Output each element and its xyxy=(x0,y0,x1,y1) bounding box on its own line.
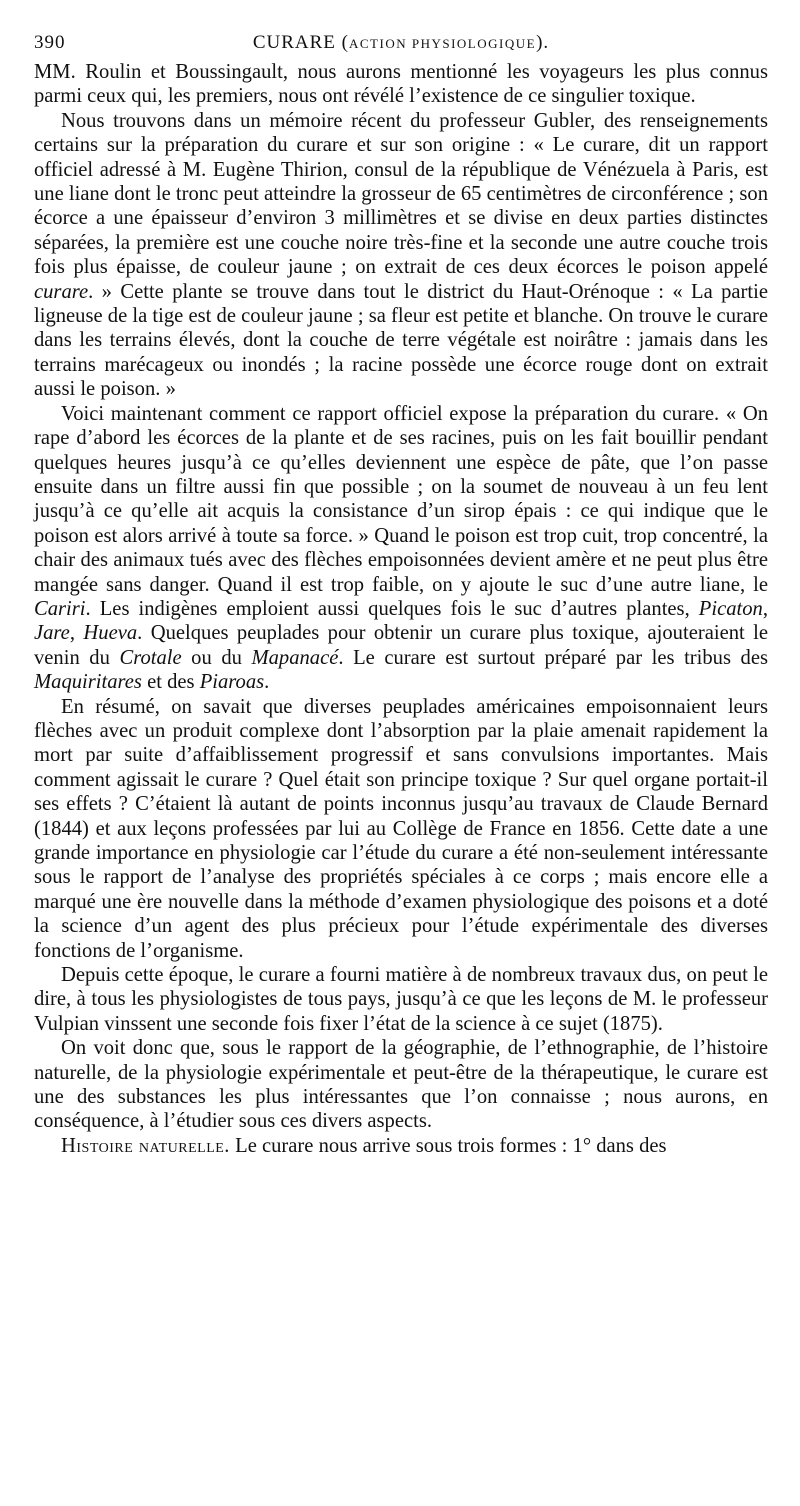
paragraph xyxy=(34,1134,768,1158)
text-run: , xyxy=(69,622,84,645)
italic-term: Cariri xyxy=(34,597,86,620)
text-run: . xyxy=(264,671,270,694)
text-run: En résumé, on savait que diverses peuplades américaines empoisonnaient leurs flèches avec un produit complexe dont l’absorption par la plaie amenait rapidement la mort par suite d’affaiblissement progressif et sans convulsions importantes. Mais comment agissait le curare ? Quel était son principe toxique ? Sur quel organe portait-il ses effets ? C’étaient là autant de points inconnus jusqu’au travaux de Claude Bernard (1844) et aux leçons professées par lui au Collège de France en 1856. Cette date a une grande importance en physiologie car l’étude du curare a été non-seulement intéressante sous le rapport de l’analyse des propriétés spéciales à ce corps ; mais encore elle a marqué une ère nouvelle dans la méthode d’examen physiologique des poisons et a doté la science d’un agent des plus précieux pour l’étude expérimentale des diverses fonctions de l’organisme. xyxy=(34,695,768,962)
section-heading: Histoire naturelle. xyxy=(61,1134,230,1157)
italic-term: curare xyxy=(34,280,89,303)
text-run: MM. Roulin et Boussingault, nous aurons mentionné les voyageurs les plus connus parmi ceux qui, les premiers, nous ont révélé l’existence de ce singulier toxique. xyxy=(34,61,768,108)
italic-term: Crotale xyxy=(119,646,182,669)
paragraph xyxy=(34,963,768,1036)
paragraph xyxy=(34,695,768,963)
page-header xyxy=(34,30,768,60)
text-run: , xyxy=(762,597,768,620)
running-title-close: ). xyxy=(536,32,550,53)
body-text xyxy=(34,60,768,1158)
text-run: Nous trouvons dans un mémoire récent du professeur Gubler, des renseignements certains sur la préparation du curare et sur son origine : « Le curare, dit un rapport officiel adressé à M. Eugène Thirion, consul de la république de Vénézuela à Paris, est une liane dont le tronc peut atteindre la grosseur de 65 centimètres de circonférence ; son écorce a une épaisseur d’environ 3 millimètres et se divise en deux parties distinctes séparées, la première est une couche noire très-fine et la seconde une autre couche trois fois plus épaisse, de couleur jaune ; on extrait de ces deux écorces le poison appelé xyxy=(34,109,768,279)
italic-term: Picaton xyxy=(698,597,763,620)
paragraph xyxy=(34,60,768,109)
text-run: . Les indigènes emploient aussi quelques fois le suc d’autres plantes, xyxy=(85,597,699,620)
italic-term: Mapanacé xyxy=(251,646,339,669)
text-run: . Quelques peuplades pour obtenir un curare plus toxique, ajouteraient le venin du xyxy=(34,622,769,669)
running-title-main: CURARE xyxy=(252,32,336,53)
italic-term: Hueva xyxy=(83,622,138,645)
paragraph xyxy=(34,1036,768,1134)
text-run: . Le curare est surtout préparé par les tribus des xyxy=(338,646,768,669)
italic-term: Maquiritares xyxy=(34,671,142,694)
text-run: Voici maintenant comment ce rapport officiel expose la préparation du curare. « On rape d’abord les écorces de la plante et de ses racines, puis on les fait bouillir pendant quelques heures jusqu’à ce qu’elles deviennent une espèce de pâte, que l’on passe ensuite dans un filtre aussi fin que possible ; on la soumet de nouveau à un feu lent jusqu’à ce qu’elle ait acquis la consistance d’un sirop épais : ce qui indique que le poison est alors arrivé à toute sa force. » Quand le poison est trop cuit, trop concentré, la chair des animaux tués avec des flèches empoisonnées devient amère et ne peut plus être mangée sans danger. Quand il est trop faible, on y ajoute le suc d’une autre liane, le xyxy=(34,402,768,596)
text-run: Le curare nous arrive sous trois formes : 1° dans des xyxy=(229,1134,667,1157)
italic-term: Piaroas xyxy=(199,671,265,694)
text-run: et des xyxy=(141,671,200,694)
page-number: 390 xyxy=(34,32,66,53)
running-title-open: ( xyxy=(335,32,349,53)
paragraph xyxy=(34,109,768,402)
italic-term: Jare xyxy=(34,622,70,645)
book-page xyxy=(34,30,768,1158)
text-run: ou du xyxy=(181,646,252,669)
running-title-sub: ACTION PHYSIOLOGIQUE xyxy=(349,36,537,51)
running-title xyxy=(34,32,768,54)
text-run: . » Cette plante se trouve dans tout le district du Haut-Orénoque : « La partie ligneuse de la tige est de couleur jaune ; sa fleur est petite et blanche. On trouve le curare dans les terrains élevés, dont la couche de terre végétale est noirâtre : jamais dans les terrains marécageux ou inondés ; la racine possède une écorce rouge dont on extrait aussi le poison. » xyxy=(34,280,768,401)
text-run: Depuis cette époque, le curare a fourni matière à de nombreux travaux dus, on peut le dire, à tous les physiologistes de tous pays, jusqu’à ce que les leçons de M. le professeur Vulpian vinssent une seconde fois fixer l’état de la science à ce sujet (1875). xyxy=(34,964,768,1035)
text-run: On voit donc que, sous le rapport de la géographie, de l’ethnographie, de l’histoire naturelle, de la physiologie expérimentale et peut-être de la thérapeutique, le curare est une des substances les plus intéressantes que l’on connaisse ; nous aurons, en conséquence, à l’étudier sous ces divers aspects. xyxy=(34,1037,768,1133)
paragraph xyxy=(34,402,768,695)
